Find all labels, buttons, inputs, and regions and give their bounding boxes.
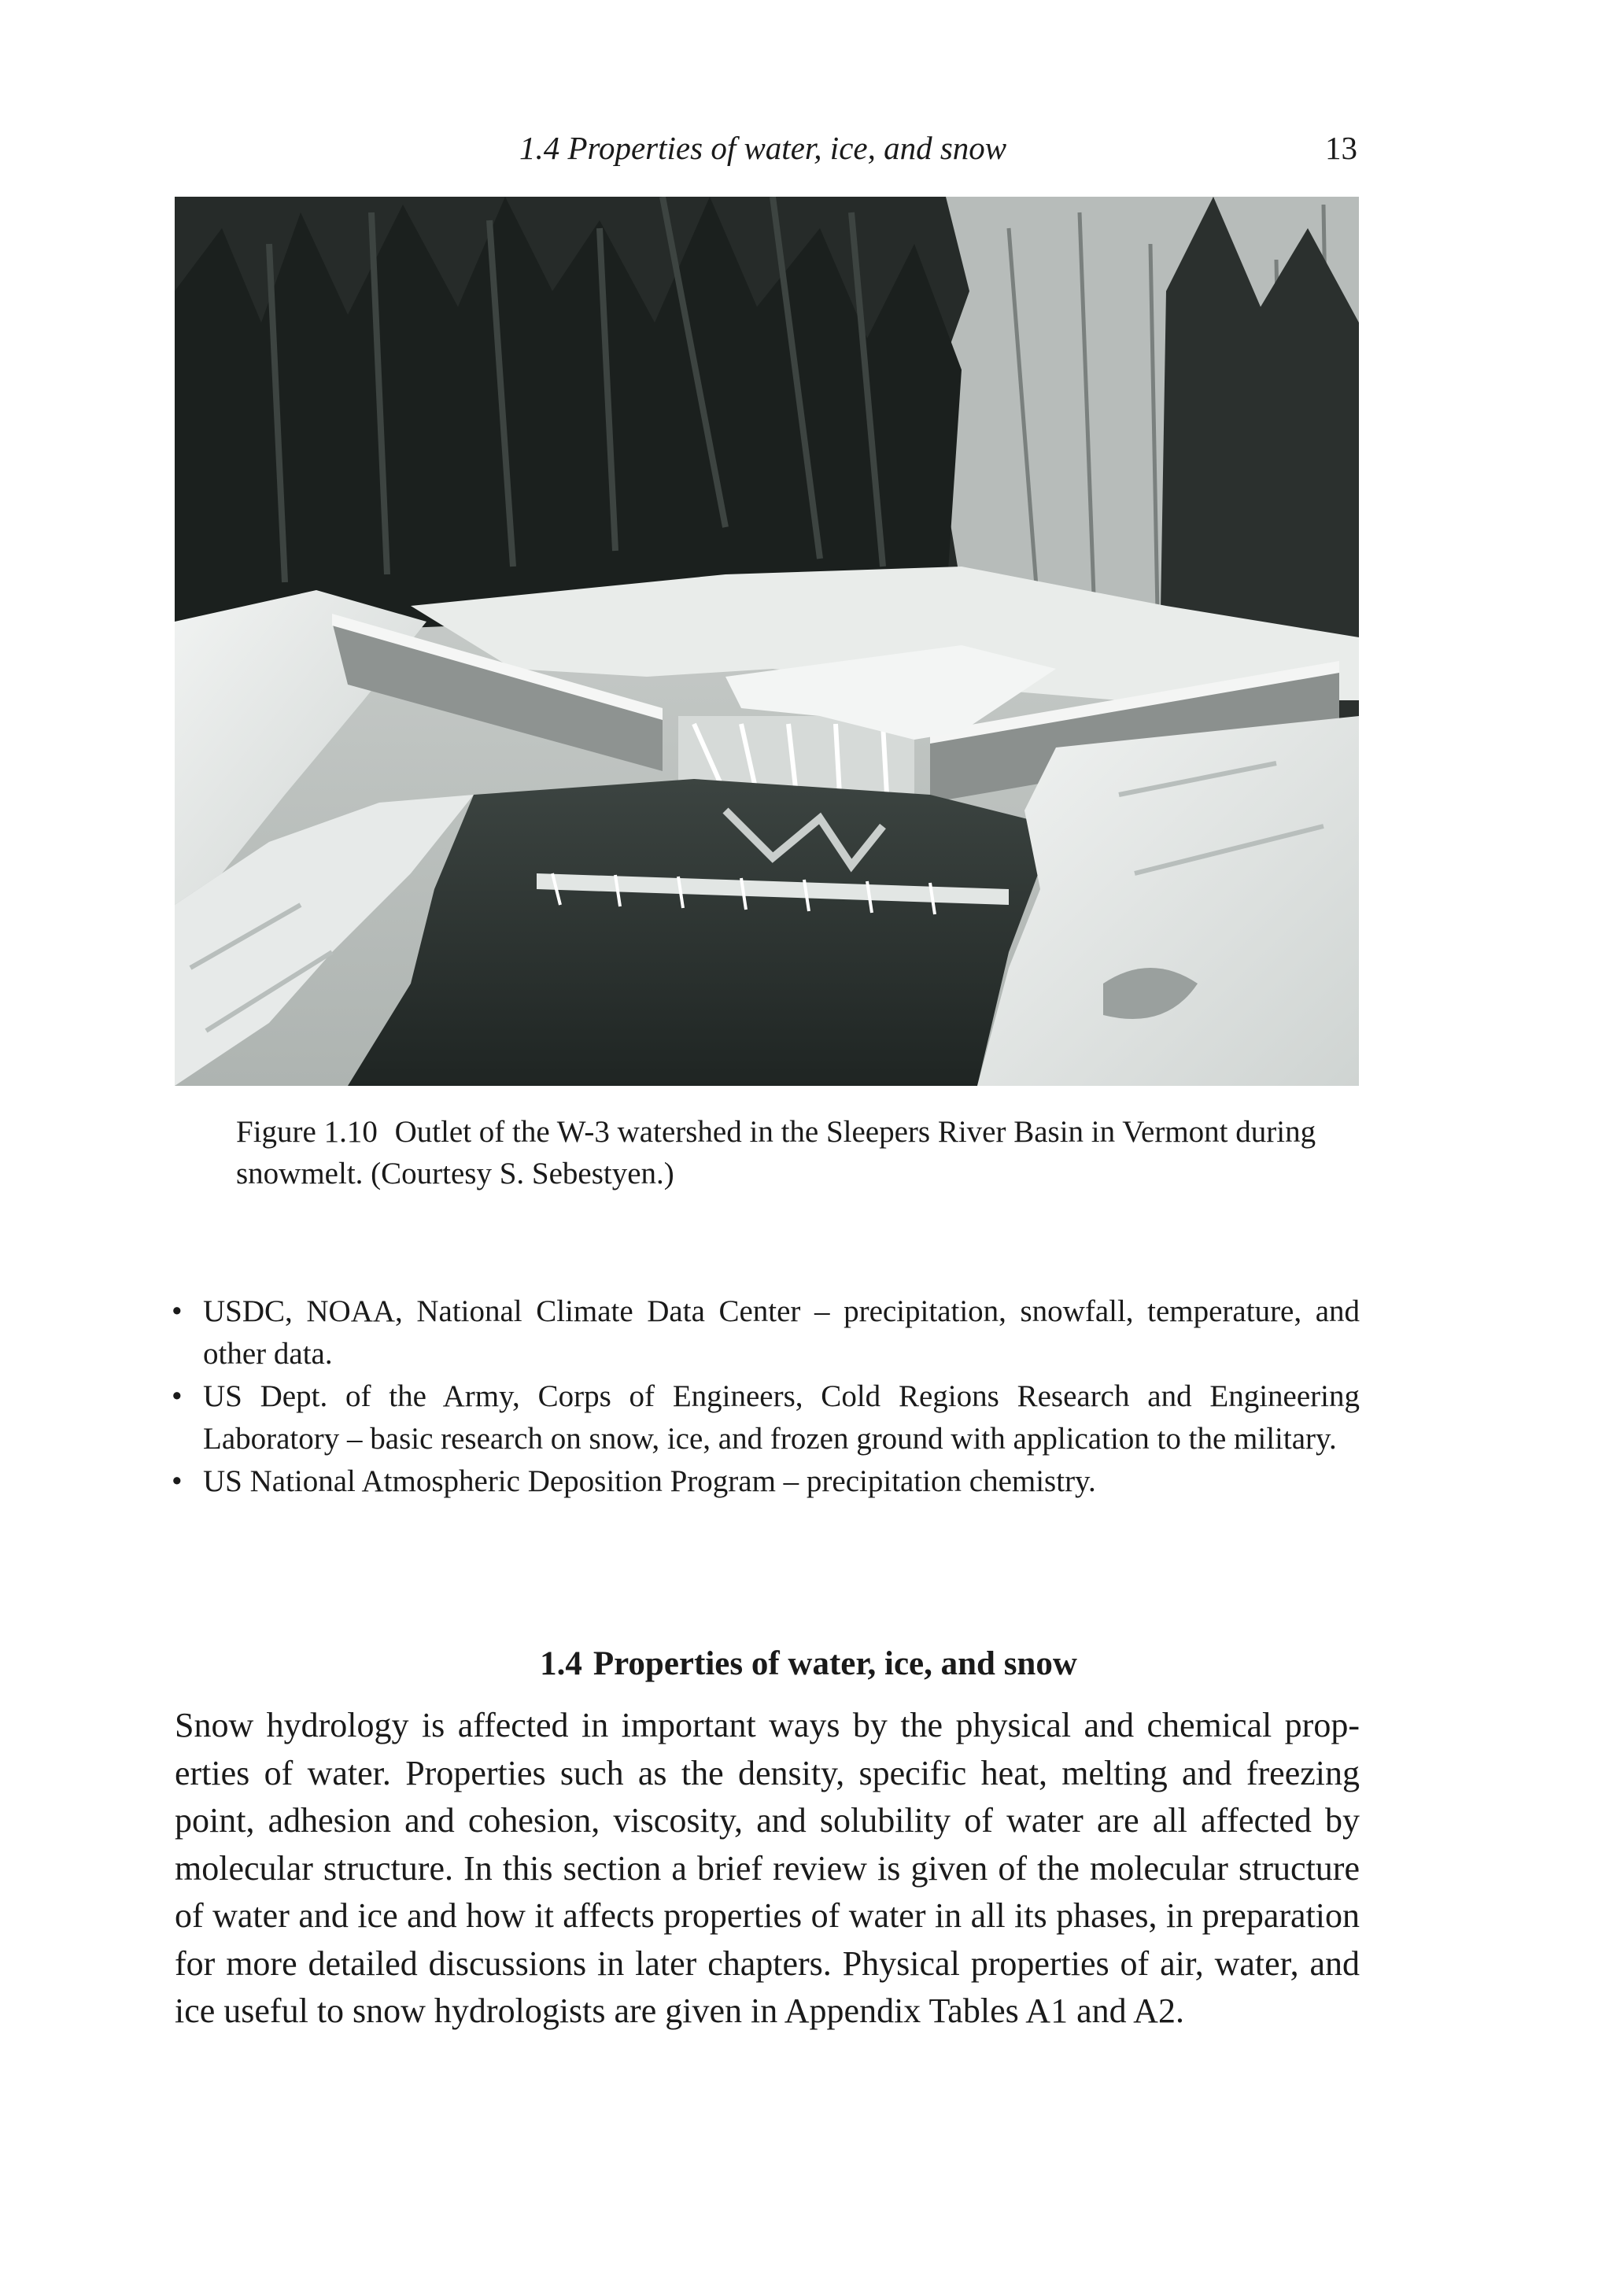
list-item-text: US National Atmospheric Deposition Program – precipitation chemistry.: [203, 1464, 1096, 1498]
running-header: [0, 124, 1617, 172]
list-item: [165, 1290, 1360, 1375]
figure-caption-text: Outlet of the W-3 watershed in the Sleepers River Basin in Vermont during snowmelt. (Courtesy S. Sebestyen.): [236, 1115, 1316, 1190]
figure-caption: [236, 1111, 1353, 1194]
list-item: [165, 1375, 1360, 1460]
running-title: 1.4 Properties of water, ice, and snow: [519, 130, 1007, 166]
figure-label: Figure 1.10: [236, 1115, 378, 1149]
section-paragraph: Snow hydrology is affected in important ways by the physical and chemical properties of water. Properties such as the density, specific heat, melting and freezing point, adhesion and cohesion, viscosity, and solubility of water are all affected by molecular structure. In this section a brief review is given of the molecular structure of water and ice and how it affects properties of water in all its phases, in preparation for more detailed discussions in later chapters. Physical properties of air, water, and ice useful to snow hydrologists are given in Appendix Tables A1 and A2.: [175, 1706, 1360, 2030]
page-number: 13: [1325, 130, 1357, 166]
section-number: 1.4: [540, 1645, 582, 1682]
data-source-list: [165, 1290, 1360, 1503]
figure-photo-watershed-outlet: [175, 197, 1359, 1086]
list-item: [165, 1460, 1360, 1503]
section-heading: [0, 1641, 1617, 1688]
section-title: Properties of water, ice, and snow: [593, 1645, 1077, 1682]
bullet-marker: •: [172, 1294, 183, 1328]
bullet-marker: •: [172, 1379, 183, 1413]
bullet-marker: •: [172, 1464, 183, 1498]
list-item-text: USDC, NOAA, National Climate Data Center – precipitation, snowfall, temperature, and other data.: [203, 1294, 1360, 1371]
list-item-text: US Dept. of the Army, Corps of Engineers, Cold Regions Research and Engineering Laboratory – basic research on snow, ice, and frozen ground with application to the military.: [203, 1379, 1360, 1456]
